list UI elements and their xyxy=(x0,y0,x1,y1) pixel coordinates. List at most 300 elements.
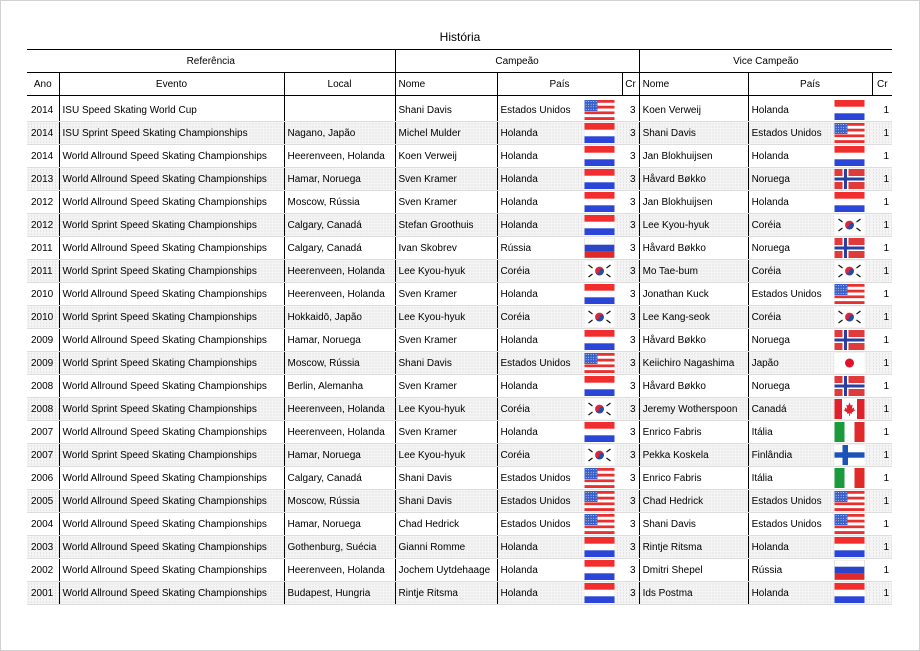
cell-champion-cr: 3 xyxy=(622,260,639,283)
norway-flag-icon xyxy=(834,169,865,189)
cell-flag xyxy=(826,444,872,467)
cell-runner-up-name: Enrico Fabris xyxy=(639,467,748,490)
cell-runner-up-name: Håvard Bøkko xyxy=(639,375,748,398)
cell-champion-country: Holanda xyxy=(497,191,577,214)
cell-runner-up-cr: 1 xyxy=(872,122,892,145)
table-row xyxy=(27,306,892,329)
cell-champion-country: Holanda xyxy=(497,214,577,237)
cell-flag xyxy=(826,352,872,375)
table-row xyxy=(27,260,892,283)
netherlands-flag-icon xyxy=(584,123,615,143)
russia-flag-icon xyxy=(584,238,615,258)
cell-runner-up-country: Noruega xyxy=(748,237,826,260)
korea-flag-icon xyxy=(584,261,615,281)
netherlands-flag-icon xyxy=(584,192,615,212)
cell-champion-cr: 3 xyxy=(622,375,639,398)
cell-flag xyxy=(826,375,872,398)
cell-year: 2004 xyxy=(27,513,59,536)
cell-location: Heerenveen, Holanda xyxy=(284,398,395,421)
group-header-champion: Campeão xyxy=(395,50,639,73)
netherlands-flag-icon xyxy=(584,169,615,189)
netherlands-flag-icon xyxy=(834,537,865,557)
cell-runner-up-country: Rússia xyxy=(748,559,826,582)
cell-runner-up-cr: 1 xyxy=(872,237,892,260)
cell-event: World Sprint Speed Skating Championships xyxy=(59,306,284,329)
cell-flag xyxy=(577,168,622,191)
cell-champion-country: Holanda xyxy=(497,582,577,605)
cell-champion-name: Shani Davis xyxy=(395,96,497,122)
usa-flag-icon xyxy=(834,284,865,304)
cell-runner-up-name: Chad Hedrick xyxy=(639,490,748,513)
netherlands-flag-icon xyxy=(584,583,615,603)
cell-runner-up-country: Holanda xyxy=(748,145,826,168)
cell-champion-cr: 3 xyxy=(622,191,639,214)
usa-flag-icon xyxy=(584,353,615,373)
cell-flag xyxy=(577,375,622,398)
cell-location: Hamar, Noruega xyxy=(284,168,395,191)
cell-runner-up-cr: 1 xyxy=(872,559,892,582)
cell-year: 2012 xyxy=(27,191,59,214)
cell-runner-up-name: Enrico Fabris xyxy=(639,421,748,444)
cell-year: 2002 xyxy=(27,559,59,582)
table-row xyxy=(27,444,892,467)
cell-event: World Allround Speed Skating Championships xyxy=(59,559,284,582)
table-row xyxy=(27,191,892,214)
cell-champion-country: Rússia xyxy=(497,237,577,260)
cell-champion-name: Lee Kyou-hyuk xyxy=(395,260,497,283)
cell-champion-name: Sven Kramer xyxy=(395,283,497,306)
cell-runner-up-cr: 1 xyxy=(872,329,892,352)
cell-runner-up-cr: 1 xyxy=(872,214,892,237)
cell-champion-cr: 3 xyxy=(622,421,639,444)
cell-location: Calgary, Canadá xyxy=(284,237,395,260)
col-header-year[interactable]: Ano xyxy=(27,73,59,96)
cell-runner-up-cr: 1 xyxy=(872,168,892,191)
cell-flag xyxy=(577,214,622,237)
col-header-runner-up-name[interactable]: Nome xyxy=(639,73,748,96)
cell-champion-cr: 3 xyxy=(622,214,639,237)
cell-runner-up-name: Jonathan Kuck xyxy=(639,283,748,306)
korea-flag-icon xyxy=(834,261,865,281)
cell-event: ISU Speed Skating World Cup xyxy=(59,96,284,122)
cell-flag xyxy=(826,467,872,490)
cell-event: World Sprint Speed Skating Championships xyxy=(59,444,284,467)
cell-location: Hamar, Noruega xyxy=(284,329,395,352)
table-row xyxy=(27,559,892,582)
cell-event: World Allround Speed Skating Championships xyxy=(59,421,284,444)
col-header-event[interactable]: Evento xyxy=(59,73,284,96)
cell-runner-up-cr: 1 xyxy=(872,398,892,421)
cell-flag xyxy=(577,122,622,145)
cell-runner-up-name: Lee Kang-seok xyxy=(639,306,748,329)
cell-year: 2009 xyxy=(27,329,59,352)
cell-event: World Allround Speed Skating Championships xyxy=(59,168,284,191)
netherlands-flag-icon xyxy=(584,284,615,304)
cell-champion-cr: 3 xyxy=(622,398,639,421)
cell-champion-cr: 3 xyxy=(622,283,639,306)
cell-champion-country: Holanda xyxy=(497,329,577,352)
cell-runner-up-country: Coréia xyxy=(748,306,826,329)
cell-runner-up-cr: 1 xyxy=(872,191,892,214)
cell-runner-up-name: Rintje Ritsma xyxy=(639,536,748,559)
cell-event: World Allround Speed Skating Championships xyxy=(59,329,284,352)
cell-champion-country: Estados Unidos xyxy=(497,513,577,536)
cell-location: Heerenveen, Holanda xyxy=(284,145,395,168)
cell-year: 2001 xyxy=(27,582,59,605)
cell-runner-up-cr: 1 xyxy=(872,145,892,168)
cell-flag xyxy=(826,582,872,605)
cell-year: 2007 xyxy=(27,444,59,467)
cell-year: 2006 xyxy=(27,467,59,490)
cell-flag xyxy=(577,145,622,168)
cell-flag xyxy=(826,145,872,168)
cell-event: World Sprint Speed Skating Championships xyxy=(59,352,284,375)
cell-champion-country: Estados Unidos xyxy=(497,352,577,375)
cell-runner-up-name: Shani Davis xyxy=(639,122,748,145)
usa-flag-icon xyxy=(584,468,615,488)
korea-flag-icon xyxy=(584,307,615,327)
cell-flag xyxy=(826,398,872,421)
cell-champion-cr: 3 xyxy=(622,467,639,490)
cell-champion-cr: 3 xyxy=(622,329,639,352)
cell-champion-name: Sven Kramer xyxy=(395,329,497,352)
cell-flag xyxy=(826,214,872,237)
cell-champion-country: Holanda xyxy=(497,536,577,559)
cell-location: Heerenveen, Holanda xyxy=(284,260,395,283)
cell-runner-up-name: Keiichiro Nagashima xyxy=(639,352,748,375)
cell-location: Calgary, Canadá xyxy=(284,467,395,490)
cell-runner-up-cr: 1 xyxy=(872,352,892,375)
netherlands-flag-icon xyxy=(584,422,615,442)
cell-runner-up-country: Coréia xyxy=(748,260,826,283)
netherlands-flag-icon xyxy=(834,583,865,603)
cell-event: World Allround Speed Skating Championships xyxy=(59,490,284,513)
cell-flag xyxy=(577,329,622,352)
cell-event: World Allround Speed Skating Championships xyxy=(59,513,284,536)
italy-flag-icon xyxy=(834,468,865,488)
col-header-runner-up-country[interactable]: País xyxy=(748,73,872,96)
cell-runner-up-name: Dmitri Shepel xyxy=(639,559,748,582)
cell-flag xyxy=(826,490,872,513)
netherlands-flag-icon xyxy=(584,376,615,396)
cell-event: World Sprint Speed Skating Championships xyxy=(59,214,284,237)
netherlands-flag-icon xyxy=(584,146,615,166)
usa-flag-icon xyxy=(584,514,615,534)
cell-flag xyxy=(826,306,872,329)
norway-flag-icon xyxy=(834,376,865,396)
usa-flag-icon xyxy=(834,491,865,511)
cell-event: World Sprint Speed Skating Championships xyxy=(59,398,284,421)
netherlands-flag-icon xyxy=(584,560,615,580)
cell-runner-up-country: Holanda xyxy=(748,96,826,122)
table-row xyxy=(27,145,892,168)
cell-runner-up-cr: 1 xyxy=(872,490,892,513)
canada-flag-icon xyxy=(834,399,865,419)
cell-year: 2014 xyxy=(27,96,59,122)
cell-champion-cr: 3 xyxy=(622,490,639,513)
cell-champion-name: Shani Davis xyxy=(395,467,497,490)
cell-champion-name: Sven Kramer xyxy=(395,191,497,214)
cell-flag xyxy=(826,421,872,444)
cell-location: Heerenveen, Holanda xyxy=(284,421,395,444)
cell-champion-name: Shani Davis xyxy=(395,490,497,513)
korea-flag-icon xyxy=(584,399,615,419)
cell-runner-up-name: Jeremy Wotherspoon xyxy=(639,398,748,421)
cell-flag xyxy=(577,283,622,306)
usa-flag-icon xyxy=(584,100,615,120)
group-header-runner-up: Vice Campeão xyxy=(639,50,892,73)
col-header-location[interactable]: Local xyxy=(284,73,395,96)
cell-runner-up-cr: 1 xyxy=(872,421,892,444)
netherlands-flag-icon xyxy=(584,330,615,350)
cell-champion-country: Estados Unidos xyxy=(497,96,577,122)
cell-runner-up-cr: 1 xyxy=(872,467,892,490)
col-header-champion-name[interactable]: Nome xyxy=(395,73,497,96)
cell-year: 2012 xyxy=(27,214,59,237)
group-header-reference: Referência xyxy=(27,50,395,73)
cell-runner-up-country: Canadá xyxy=(748,398,826,421)
cell-champion-name: Lee Kyou-hyuk xyxy=(395,306,497,329)
cell-champion-name: Ivan Skobrev xyxy=(395,237,497,260)
norway-flag-icon xyxy=(834,238,865,258)
netherlands-flag-icon xyxy=(834,100,865,120)
cell-champion-name: Gianni Romme xyxy=(395,536,497,559)
table-row xyxy=(27,513,892,536)
cell-runner-up-country: Noruega xyxy=(748,375,826,398)
cell-flag xyxy=(577,536,622,559)
cell-flag xyxy=(826,513,872,536)
cell-location: Heerenveen, Holanda xyxy=(284,559,395,582)
table-row xyxy=(27,375,892,398)
japan-flag-icon xyxy=(834,353,865,373)
cell-flag xyxy=(826,96,872,122)
cell-runner-up-country: Finlândia xyxy=(748,444,826,467)
cell-flag xyxy=(577,467,622,490)
cell-year: 2010 xyxy=(27,283,59,306)
cell-flag xyxy=(826,536,872,559)
cell-champion-cr: 3 xyxy=(622,237,639,260)
table-row xyxy=(27,467,892,490)
cell-location: Calgary, Canadá xyxy=(284,214,395,237)
cell-champion-cr: 3 xyxy=(622,559,639,582)
cell-runner-up-cr: 1 xyxy=(872,306,892,329)
table-row xyxy=(27,96,892,122)
netherlands-flag-icon xyxy=(584,215,615,235)
cell-event: World Sprint Speed Skating Championships xyxy=(59,260,284,283)
cell-location: Hamar, Noruega xyxy=(284,513,395,536)
cell-runner-up-country: Holanda xyxy=(748,191,826,214)
cell-flag xyxy=(577,582,622,605)
cell-champion-country: Estados Unidos xyxy=(497,467,577,490)
cell-champion-name: Lee Kyou-hyuk xyxy=(395,444,497,467)
cell-champion-cr: 3 xyxy=(622,145,639,168)
cell-runner-up-name: Lee Kyou-hyuk xyxy=(639,214,748,237)
table-row xyxy=(27,490,892,513)
korea-flag-icon xyxy=(834,215,865,235)
cell-runner-up-cr: 1 xyxy=(872,582,892,605)
cell-year: 2010 xyxy=(27,306,59,329)
table-row xyxy=(27,168,892,191)
table-row xyxy=(27,582,892,605)
cell-flag xyxy=(577,398,622,421)
cell-champion-cr: 3 xyxy=(622,513,639,536)
cell-location: Budapest, Hungria xyxy=(284,582,395,605)
cell-champion-country: Holanda xyxy=(497,421,577,444)
cell-runner-up-cr: 1 xyxy=(872,444,892,467)
cell-flag xyxy=(577,444,622,467)
cell-location: Gothenburg, Suécia xyxy=(284,536,395,559)
cell-champion-cr: 3 xyxy=(622,582,639,605)
col-header-champion-cr[interactable]: Cr xyxy=(622,73,639,96)
cell-year: 2009 xyxy=(27,352,59,375)
table-row xyxy=(27,237,892,260)
cell-flag xyxy=(577,559,622,582)
cell-champion-country: Coréia xyxy=(497,444,577,467)
cell-runner-up-country: Coréia xyxy=(748,214,826,237)
table-row xyxy=(27,214,892,237)
cell-flag xyxy=(577,191,622,214)
cell-champion-name: Stefan Groothuis xyxy=(395,214,497,237)
cell-flag xyxy=(577,513,622,536)
cell-champion-country: Holanda xyxy=(497,145,577,168)
netherlands-flag-icon xyxy=(584,537,615,557)
cell-year: 2013 xyxy=(27,168,59,191)
cell-champion-cr: 3 xyxy=(622,96,639,122)
table-row xyxy=(27,421,892,444)
cell-year: 2008 xyxy=(27,375,59,398)
norway-flag-icon xyxy=(834,330,865,350)
cell-flag xyxy=(577,237,622,260)
cell-runner-up-country: Estados Unidos xyxy=(748,122,826,145)
cell-location: Moscow, Rússia xyxy=(284,490,395,513)
cell-runner-up-name: Pekka Koskela xyxy=(639,444,748,467)
cell-champion-country: Holanda xyxy=(497,283,577,306)
cell-event: World Allround Speed Skating Championships xyxy=(59,536,284,559)
cell-location: Moscow, Rússia xyxy=(284,352,395,375)
cell-champion-country: Holanda xyxy=(497,559,577,582)
cell-event: World Allround Speed Skating Championships xyxy=(59,582,284,605)
table-row xyxy=(27,329,892,352)
table-row xyxy=(27,398,892,421)
cell-year: 2003 xyxy=(27,536,59,559)
cell-flag xyxy=(577,490,622,513)
cell-year: 2011 xyxy=(27,237,59,260)
cell-runner-up-cr: 1 xyxy=(872,513,892,536)
cell-runner-up-name: Håvard Bøkko xyxy=(639,329,748,352)
cell-champion-name: Rintje Ritsma xyxy=(395,582,497,605)
cell-event: World Allround Speed Skating Championships xyxy=(59,145,284,168)
cell-location: Nagano, Japão xyxy=(284,122,395,145)
usa-flag-icon xyxy=(834,514,865,534)
cell-year: 2008 xyxy=(27,398,59,421)
cell-year: 2011 xyxy=(27,260,59,283)
cell-runner-up-country: Japão xyxy=(748,352,826,375)
cell-flag xyxy=(577,352,622,375)
cell-champion-name: Michel Mulder xyxy=(395,122,497,145)
cell-champion-country: Coréia xyxy=(497,398,577,421)
cell-runner-up-country: Estados Unidos xyxy=(748,490,826,513)
russia-flag-icon xyxy=(834,560,865,580)
cell-runner-up-country: Itália xyxy=(748,421,826,444)
page-title: História xyxy=(439,30,481,44)
cell-champion-name: Sven Kramer xyxy=(395,168,497,191)
cell-flag xyxy=(826,191,872,214)
netherlands-flag-icon xyxy=(834,192,865,212)
cell-location: Hokkaidō, Japão xyxy=(284,306,395,329)
cell-runner-up-name: Håvard Bøkko xyxy=(639,237,748,260)
cell-champion-cr: 3 xyxy=(622,352,639,375)
cell-flag xyxy=(577,96,622,122)
cell-year: 2014 xyxy=(27,122,59,145)
cell-flag xyxy=(826,559,872,582)
cell-event: World Allround Speed Skating Championships xyxy=(59,237,284,260)
cell-runner-up-name: Jan Blokhuijsen xyxy=(639,145,748,168)
cell-champion-name: Sven Kramer xyxy=(395,421,497,444)
cell-runner-up-cr: 1 xyxy=(872,283,892,306)
cell-flag xyxy=(577,260,622,283)
cell-year: 2005 xyxy=(27,490,59,513)
cell-champion-country: Coréia xyxy=(497,306,577,329)
cell-runner-up-cr: 1 xyxy=(872,375,892,398)
table-row xyxy=(27,352,892,375)
cell-champion-name: Lee Kyou-hyuk xyxy=(395,398,497,421)
cell-runner-up-country: Estados Unidos xyxy=(748,283,826,306)
group-header-row xyxy=(27,50,892,73)
cell-champion-name: Sven Kramer xyxy=(395,375,497,398)
cell-event: World Allround Speed Skating Championships xyxy=(59,467,284,490)
cell-event: World Allround Speed Skating Championships xyxy=(59,375,284,398)
cell-flag xyxy=(826,329,872,352)
cell-runner-up-name: Jan Blokhuijsen xyxy=(639,191,748,214)
cell-location: Hamar, Noruega xyxy=(284,444,395,467)
cell-champion-country: Holanda xyxy=(497,375,577,398)
cell-event: World Allround Speed Skating Championships xyxy=(59,191,284,214)
table-row xyxy=(27,122,892,145)
italy-flag-icon xyxy=(834,422,865,442)
cell-flag xyxy=(826,168,872,191)
usa-flag-icon xyxy=(834,123,865,143)
cell-runner-up-country: Estados Unidos xyxy=(748,513,826,536)
cell-champion-cr: 3 xyxy=(622,122,639,145)
cell-runner-up-name: Mo Tae-bum xyxy=(639,260,748,283)
col-header-champion-country[interactable]: País xyxy=(497,73,622,96)
cell-runner-up-country: Holanda xyxy=(748,582,826,605)
cell-runner-up-country: Itália xyxy=(748,467,826,490)
cell-champion-country: Coréia xyxy=(497,260,577,283)
cell-champion-name: Jochem Uytdehaage xyxy=(395,559,497,582)
cell-champion-cr: 3 xyxy=(622,536,639,559)
cell-runner-up-cr: 1 xyxy=(872,260,892,283)
cell-location: Berlin, Alemanha xyxy=(284,375,395,398)
table-row xyxy=(27,283,892,306)
cell-flag xyxy=(826,283,872,306)
cell-runner-up-name: Koen Verweij xyxy=(639,96,748,122)
cell-flag xyxy=(826,260,872,283)
col-header-runner-up-cr[interactable]: Cr xyxy=(872,73,892,96)
cell-champion-country: Estados Unidos xyxy=(497,490,577,513)
history-table xyxy=(27,49,892,605)
cell-runner-up-country: Holanda xyxy=(748,536,826,559)
netherlands-flag-icon xyxy=(834,146,865,166)
cell-flag xyxy=(826,237,872,260)
cell-champion-name: Chad Hedrick xyxy=(395,513,497,536)
cell-runner-up-name: Håvard Bøkko xyxy=(639,168,748,191)
cell-runner-up-name: Ids Postma xyxy=(639,582,748,605)
finland-flag-icon xyxy=(834,445,865,465)
cell-runner-up-country: Noruega xyxy=(748,329,826,352)
cell-location: Heerenveen, Holanda xyxy=(284,283,395,306)
cell-runner-up-name: Shani Davis xyxy=(639,513,748,536)
